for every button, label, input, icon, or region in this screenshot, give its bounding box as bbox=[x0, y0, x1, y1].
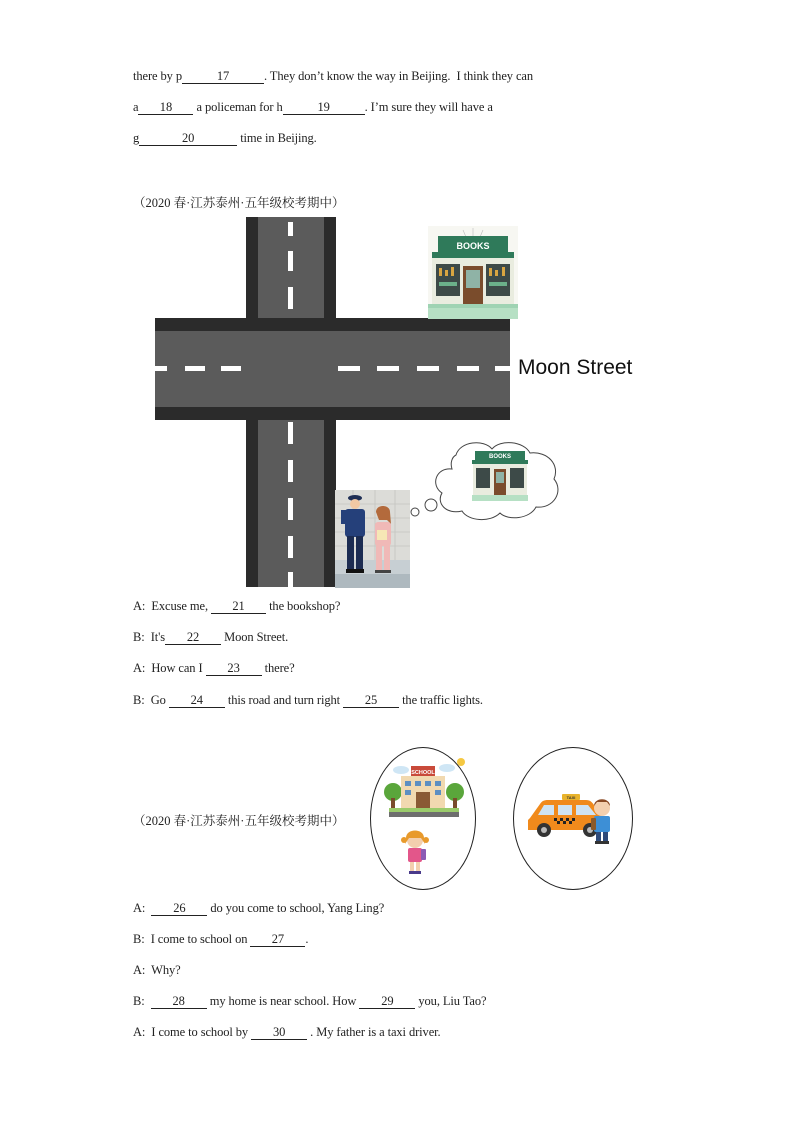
blank-25[interactable]: 25 bbox=[343, 694, 399, 708]
dialog-text: I come to school on bbox=[150, 932, 248, 946]
taxi-sign: TAXI bbox=[566, 795, 576, 800]
dialog-text: How can I bbox=[151, 661, 203, 675]
bookshop-building bbox=[428, 226, 518, 319]
dialog-text: It's bbox=[150, 630, 166, 644]
blank-23[interactable]: 23 bbox=[206, 662, 262, 676]
passage-line-3 bbox=[133, 131, 317, 146]
dialog-line-26 bbox=[133, 901, 384, 916]
speaker-label: A: bbox=[133, 599, 146, 613]
thought-bookshop-sign: BOOKS bbox=[488, 454, 512, 460]
passage-text: . They don’t know the way in Beijing. bbox=[263, 69, 451, 83]
dialog-text: . My father is a taxi driver. bbox=[310, 1025, 441, 1039]
dialog-text: Go bbox=[150, 693, 166, 707]
dialog-line-21 bbox=[133, 599, 340, 614]
blank-28[interactable]: 28 bbox=[151, 995, 207, 1009]
blank-30[interactable]: 30 bbox=[251, 1026, 307, 1040]
bookshop-sign: BOOKS bbox=[456, 241, 490, 251]
street-label: Moon Street bbox=[518, 356, 633, 379]
school-sign: SCHOOL bbox=[411, 770, 435, 776]
dialog-text: Moon Street. bbox=[224, 630, 289, 644]
blank-26[interactable]: 26 bbox=[151, 902, 207, 916]
blank-29[interactable]: 29 bbox=[359, 995, 415, 1009]
passage-line-1 bbox=[133, 69, 533, 84]
school-girl-illustration bbox=[371, 748, 475, 889]
blank-27[interactable]: 27 bbox=[250, 933, 305, 947]
dialog-line-why bbox=[133, 963, 181, 978]
blank-22[interactable]: 22 bbox=[165, 631, 221, 645]
dialog-text: Why? bbox=[151, 963, 181, 977]
question-source: （2020 春·江苏泰州·五年级校考期中） bbox=[133, 814, 345, 828]
dialog-text: the traffic lights. bbox=[402, 693, 483, 707]
passage-line-2 bbox=[133, 100, 493, 115]
speaker-label: B: bbox=[133, 932, 145, 946]
dialog-line-27 bbox=[133, 932, 308, 947]
oval-taxi bbox=[513, 747, 633, 890]
taxi-boy-illustration bbox=[514, 748, 632, 889]
dialog-text: you, Liu Tao? bbox=[418, 994, 487, 1008]
passage-text: there by p bbox=[133, 69, 182, 83]
thought-bubble bbox=[408, 437, 566, 523]
speaker-label: B: bbox=[133, 994, 145, 1008]
passage-text: g bbox=[133, 131, 140, 145]
dialog-text: there? bbox=[264, 661, 295, 675]
passage-text: a bbox=[133, 100, 139, 114]
oval-school bbox=[370, 747, 476, 890]
passage-text: I think they can bbox=[456, 69, 534, 83]
dialog-line-28 bbox=[133, 994, 486, 1009]
speaker-label: B: bbox=[133, 693, 145, 707]
dialog-text: do you come to school, Yang Ling? bbox=[210, 901, 385, 915]
passage-text: time in Beijing. bbox=[240, 131, 317, 145]
speaker-label: A: bbox=[133, 901, 146, 915]
speaker-label: B: bbox=[133, 630, 145, 644]
passage-text: a policeman for h bbox=[196, 100, 283, 114]
blank-20[interactable]: 20 bbox=[139, 132, 237, 146]
policeman-and-woman bbox=[335, 490, 410, 588]
blank-24[interactable]: 24 bbox=[169, 694, 225, 708]
dialog-line-30 bbox=[133, 1025, 441, 1040]
dialog-text: I come to school by bbox=[151, 1025, 249, 1039]
dialog-text: my home is near school. How bbox=[209, 994, 357, 1008]
blank-18[interactable]: 18 bbox=[138, 101, 193, 115]
dialog-text: the bookshop? bbox=[269, 599, 341, 613]
dialog-text: Excuse me, bbox=[151, 599, 208, 613]
dialog-text: this road and turn right bbox=[227, 693, 340, 707]
passage-text: . I’m sure they will have a bbox=[364, 100, 493, 114]
dialog-line-22 bbox=[133, 630, 288, 645]
question-source: （2020 春·江苏泰州·五年级校考期中） bbox=[133, 196, 345, 210]
speaker-label: A: bbox=[133, 963, 146, 977]
blank-19[interactable]: 19 bbox=[283, 101, 365, 115]
blank-21[interactable]: 21 bbox=[211, 600, 266, 614]
dialog-line-24 bbox=[133, 693, 483, 708]
blank-17[interactable]: 17 bbox=[182, 70, 264, 84]
speaker-label: A: bbox=[133, 1025, 146, 1039]
speaker-label: A: bbox=[133, 661, 146, 675]
dialog-text: . bbox=[305, 932, 309, 946]
dialog-line-23 bbox=[133, 661, 295, 676]
